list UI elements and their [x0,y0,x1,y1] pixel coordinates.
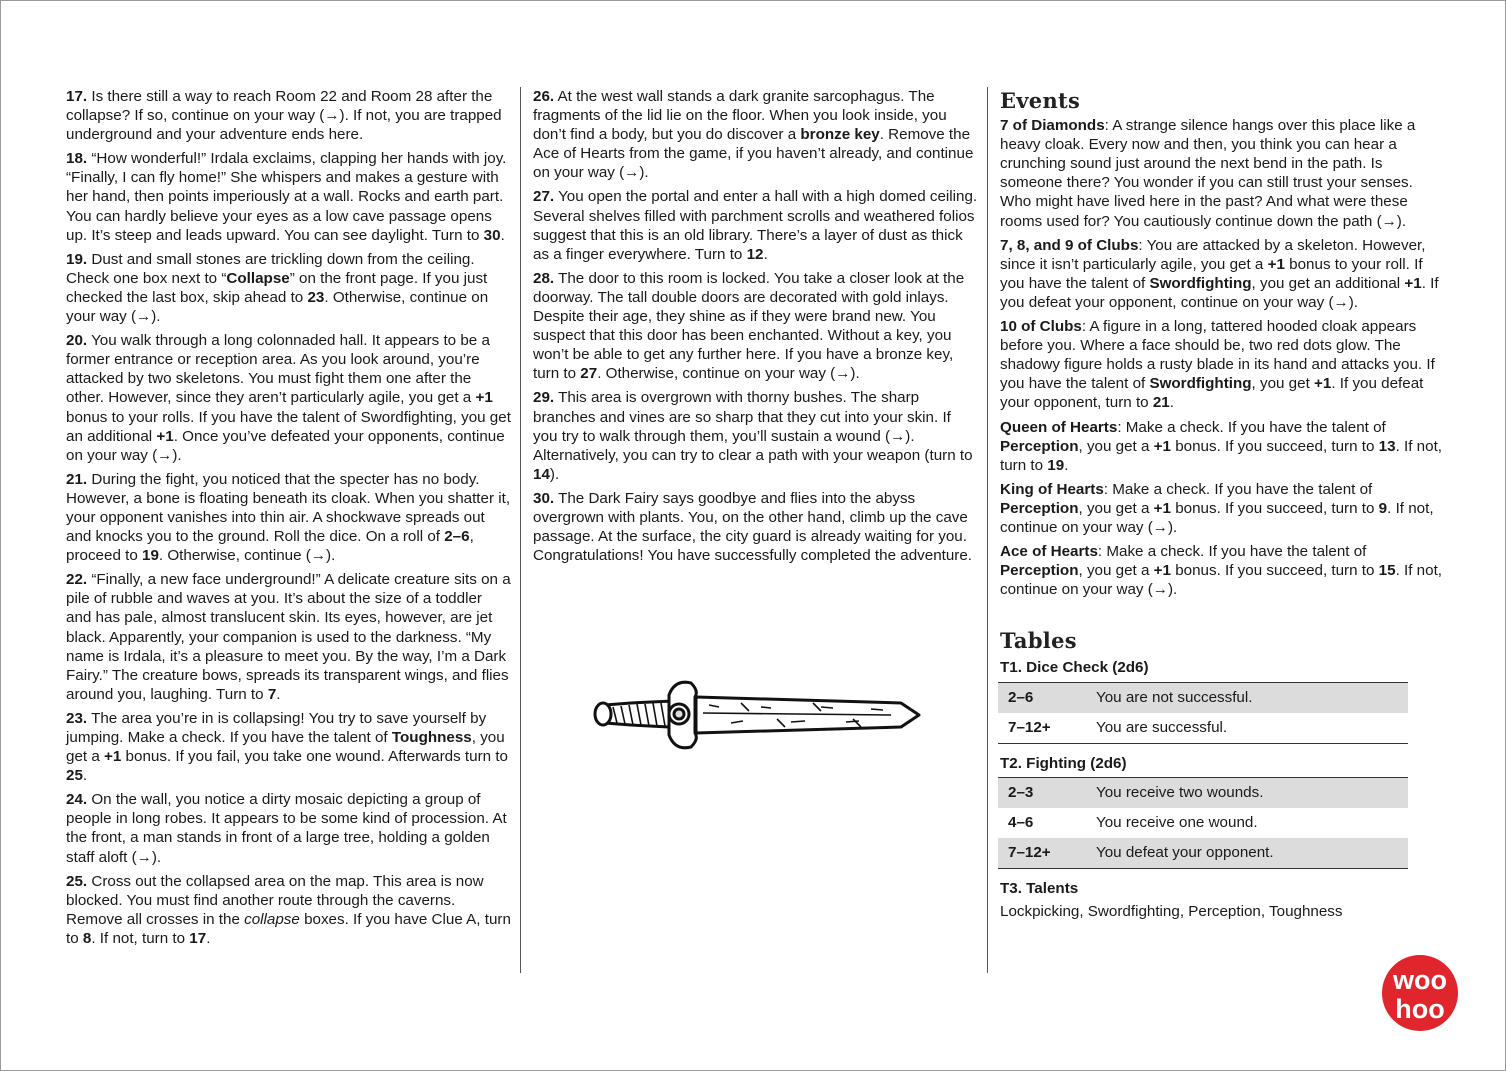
entry-text: . Otherwise, continue on your way (→). [597,365,860,383]
dice-check-table [998,682,1408,744]
roll-result: You receive one wound. [1096,814,1258,832]
entry-text: : Make a check. If you have the talent of [1117,418,1386,436]
bold-term: Swordfighting [1149,274,1252,292]
entry-paragraph [66,331,511,465]
sword-illustration [591,677,923,751]
bold-term: 19 [1047,456,1065,474]
entry-text: . Otherwise, continue (→). [158,547,336,565]
entry-text: . [206,929,211,947]
bold-term: +1 [1153,562,1171,580]
entry-text: : A strange silence hangs over this place like a heavy cloak. Every now and then, you think you can hear a crunching sound just around the next bend in the path. Is someone there? You wonder if you can still trust your senses. Who might have lived here in the past? And what were these rooms used for? You cautiously continue down the path (→). [1000,117,1416,230]
table-caption: T3. Talents [1000,879,1079,897]
roll-range: 4–6 [1008,814,1034,832]
roll-result: You are not successful. [1086,682,1408,713]
entry-text: , you get a [1078,562,1154,580]
entries-column-2 [533,87,978,570]
entry-number: 26. [533,88,555,105]
entry-paragraph [66,790,511,866]
table-caption: T2. Fighting (2d6) [1000,754,1127,772]
entry-text: ). [549,465,560,483]
entry-paragraph [66,570,511,704]
entry-text: bonus to your roll. If you have the talent of [1000,255,1423,292]
entry-text: . [1169,394,1174,412]
entry-number: 25. [66,872,88,890]
entry-text: . [763,245,768,263]
roll-result: You receive two wounds. [1086,777,1408,808]
roll-result: You are successful. [1096,718,1228,736]
entry-paragraph [66,149,511,244]
entry-paragraph [66,250,511,326]
entry-text: bonus. If you succeed, turn to [1170,499,1379,517]
entry-text: The Dark Fairy says goodbye and flies into the abyss overgrown with plants. You, on the other hand, climb up the cave passage. At the surface, the city guard is already waiting for you. Congratulations! You have successfully completed the adventure. [533,489,973,565]
bold-term: +1 [1153,437,1171,455]
entry-text: . If not, continue on your way (→). [1000,499,1434,536]
entry-number: 30. [533,489,555,507]
entry-number: 19. [66,250,88,268]
entry-text: You open the portal and enter a hall with a high domed ceiling. Several shelves filled with parchment scrolls and weathered folios suggest that this is an old library. There’s a layer of dust as thick as a finger everywhere. Turn to [533,188,978,263]
bold-term: 2–6 [444,528,470,546]
bold-term: 23 [307,288,325,306]
bold-term: 7 [267,685,277,703]
table-row [998,682,1408,713]
roll-result: You defeat your opponent. [1086,838,1408,869]
entry-paragraph [533,388,978,483]
bold-term: +1 [1267,255,1285,273]
bold-term: 19 [142,547,159,565]
entry-text: This area is overgrown with thorny bushes. The sharp branches and vines are so sharp that they cut into your skin. If you try to walk through them, you’ll sustain a wound (→). Alternatively, you can try to clear a path with your weapon (turn to [533,389,973,464]
entry-text: . Once you’ve defeated your opponents, continue on your way (→). [66,427,505,464]
bold-term: Toughness [391,729,472,746]
entry-text: . [1064,456,1069,474]
tables-heading: Tables [1000,628,1077,654]
event-paragraph [1000,418,1445,475]
entry-number: 28. [533,269,555,287]
events-list [1000,116,1445,599]
entry-text: : Make a check. If you have the talent of [1097,543,1367,561]
entry-text: bonus. If you succeed, turn to [1170,437,1379,455]
entry-text: . [82,767,88,785]
column-divider [520,87,521,973]
bold-term: Perception [1000,499,1079,517]
entry-text: At the west wall stands a dark granite sarcophagus. The fragments of the lid lie on the floor. When you look inside, you don’t find a body, but you do discover a [533,88,947,144]
entry-text: . Otherwise, continue on your way (→). [66,288,489,326]
bold-term: 12 [746,245,764,263]
bold-term: Perception [1000,437,1079,455]
bold-term: 15 [1378,562,1396,580]
bold-term: 21 [1152,394,1170,412]
event-card: Ace of Hearts [1000,543,1098,561]
entry-text: “Finally, a new face underground!” A delicate creature sits on a pile of rubble and waves at you. It’s about the size of a toddler and has pale, almost translucent skin. Its eyes, however, are jet black. Apparently, your companion is used to the darkness. “My name is Irdala, it’s a pleasure to meet you. By the way, I’m a Dark Fairy.” The creature bows, spreads its transparent wings, and flies around you, laughing. Turn to [66,571,511,703]
bold-term: 8 [82,929,92,947]
event-card: 7, 8, and 9 of Clubs [1000,236,1139,254]
column-divider [987,87,988,973]
event-paragraph [1000,116,1445,231]
entry-paragraph [533,489,978,565]
bold-term: 13 [1378,437,1396,455]
entry-paragraph [533,269,978,384]
woohoo-logo [1381,954,1459,1032]
logo-text-line2: hoo [1395,994,1445,1024]
table-row [998,838,1408,869]
entry-text: , you get a [1078,499,1154,517]
bold-term: Perception [1000,562,1079,580]
entry-text: Dust and small stones are trickling down from the ceiling. Check one box next to “ [66,250,475,287]
entry-text: , you get [1251,375,1315,393]
bold-term: Swordfighting [1149,375,1252,393]
event-paragraph [1000,542,1445,599]
event-paragraph [1000,317,1445,412]
event-card: 10 of Clubs [1000,318,1082,336]
entry-number: 17. [66,88,88,105]
entry-text: : Make a check. If you have the talent of [1103,480,1373,498]
bold-term: 9 [1378,499,1388,517]
entry-paragraph [66,87,511,144]
bold-term: 25 [66,767,83,785]
table-caption: T1. Dice Check (2d6) [1000,659,1149,677]
entry-text: ” on the front page. If you just checked the last box, skip ahead to [66,269,488,306]
entry-text: . If you defeat your opponent, continue on your way (→). [1000,274,1439,311]
entry-text: Cross out the collapsed area on the map. This area is now blocked. You must find another route through the caverns. Remove all crosses in the [66,872,484,928]
entry-text: . Remove the Ace of Hearts from the game, if you haven’t already, and continue on your way (→). [533,126,974,182]
entry-paragraph [66,872,511,948]
entry-text: bonus. If you fail, you take one wound. Afterwards turn to [121,748,508,766]
roll-range: 2–6 [998,682,1086,713]
bold-term: bronze key [800,126,880,144]
table-row [998,713,1408,744]
bold-term: 14 [533,465,550,483]
entry-text: The area you’re in is collapsing! You try to save yourself by jumping. Make a check. If you have the talent of [66,709,487,746]
entry-paragraph [533,87,978,182]
entry-text: : A figure in a long, tattered hooded cloak appears before you. Where a face should be, two red dots glow. The shadowy figure holds a rusty blade in its hand and attacks you. If you have the talent of [1000,318,1435,393]
entry-paragraph [66,470,511,565]
entry-text: . If not, continue on your way (→). [1000,562,1443,599]
bold-term: +1 [475,389,493,407]
entry-text: On the wall, you notice a dirty mosaic depicting a group of people in long robes. It appears to be some kind of procession. At the front, a man stands in front of a large tree, holding a golden staff aloft (→). [66,791,507,866]
entry-text: . [276,685,281,703]
bold-term: +1 [1404,274,1422,292]
entry-number: 24. [66,791,88,809]
logo-text-line1: woo [1393,965,1447,995]
entry-text: , you get a [66,729,505,766]
entry-text: , you get a [1078,437,1154,455]
event-card: 7 of Diamonds [1000,117,1105,135]
table-row [998,808,1408,838]
entry-text: You walk through a long colonnaded hall. It appears to be a former entrance or reception area. As you look around, you’re attacked by two skeletons. You must fight them one after the other. However, since they aren’t particularly agile, you get a [66,332,490,407]
talents-list: Lockpicking, Swordfighting, Perception, Toughness [1000,902,1343,920]
fighting-table [998,777,1408,869]
entries-column-1 [66,87,511,953]
entry-text: . If not, turn to [1000,437,1443,474]
bold-term: 27 [580,365,598,383]
bold-term: +1 [104,748,122,766]
events-tables-column [1000,87,1445,921]
bold-term: 30 [483,226,501,244]
bold-term: +1 [156,427,174,445]
entry-paragraph [533,187,978,263]
entry-text: Is there still a way to reach Room 22 and Room 28 after the collapse? If so, continue on your way (→). If not, you are trapped underground and your adventure ends here. [66,88,502,144]
entry-number: 22. [66,571,88,589]
bold-term: +1 [1153,499,1171,517]
events-heading: Events [1000,88,1081,113]
event-card: Queen of Hearts [1000,418,1118,436]
entry-text: . If not, turn to [91,929,190,947]
entry-text: . [500,226,505,244]
bold-term: 17 [189,929,207,947]
entry-text: . If you defeat your opponent, turn to [1000,375,1424,412]
italic-term: collapse [244,910,300,928]
bold-term: +1 [1314,375,1332,393]
entry-text: boxes. If you have Clue A, turn to [66,910,511,947]
entry-number: 27. [533,188,555,206]
event-paragraph [1000,236,1445,312]
event-card: King of Hearts [1000,480,1104,498]
entry-text: During the fight, you noticed that the specter has no body. However, a bone is floating beneath its cloak. When you shatter it, your opponent vanishes into thin air. A shockwave spreads out and knocks you to the ground. Roll the dice. On a roll of [66,470,511,546]
entry-number: 20. [66,332,88,350]
entry-text: , proceed to [66,528,474,565]
entry-number: 29. [533,389,555,407]
entry-number: 23. [66,709,88,727]
entry-text: : You are attacked by a skeleton. However, since it isn’t particularly agile, you get a [1000,236,1426,273]
event-paragraph [1000,480,1445,537]
roll-range: 7–12+ [1008,718,1051,736]
entry-number: 21. [66,470,88,488]
entry-text: The door to this room is locked. You take a closer look at the doorway. The tall double doors are decorated with gold inlays. Despite their age, they shine as if they were brand new. You suspect that this door has been enchanted. Without a key, you won’t be able to get any further here. If you have a bronze key, turn to [533,269,965,383]
entry-text: , you get an additional [1251,274,1405,292]
bold-term: Collapse [226,269,290,287]
entry-text: bonus to your rolls. If you have the talent of Swordfighting, you get an additional [66,408,511,445]
entry-paragraph [66,709,511,785]
roll-range: 7–12+ [998,838,1086,869]
roll-range: 2–3 [998,777,1086,808]
entry-text: bonus. If you succeed, turn to [1170,562,1379,580]
entry-text: “How wonderful!” Irdala exclaims, clapping her hands with joy. “Finally, I can fly home!” She whispers and makes a gesture with her hand, then points imperiously at a wall. Rocks and earth part. You can hardly believe your eyes as a low cave passage opens up. It’s steep and leads upward. You can see daylight. Turn to [66,150,507,244]
entry-number: 18. [66,150,88,168]
table-row [998,777,1408,808]
